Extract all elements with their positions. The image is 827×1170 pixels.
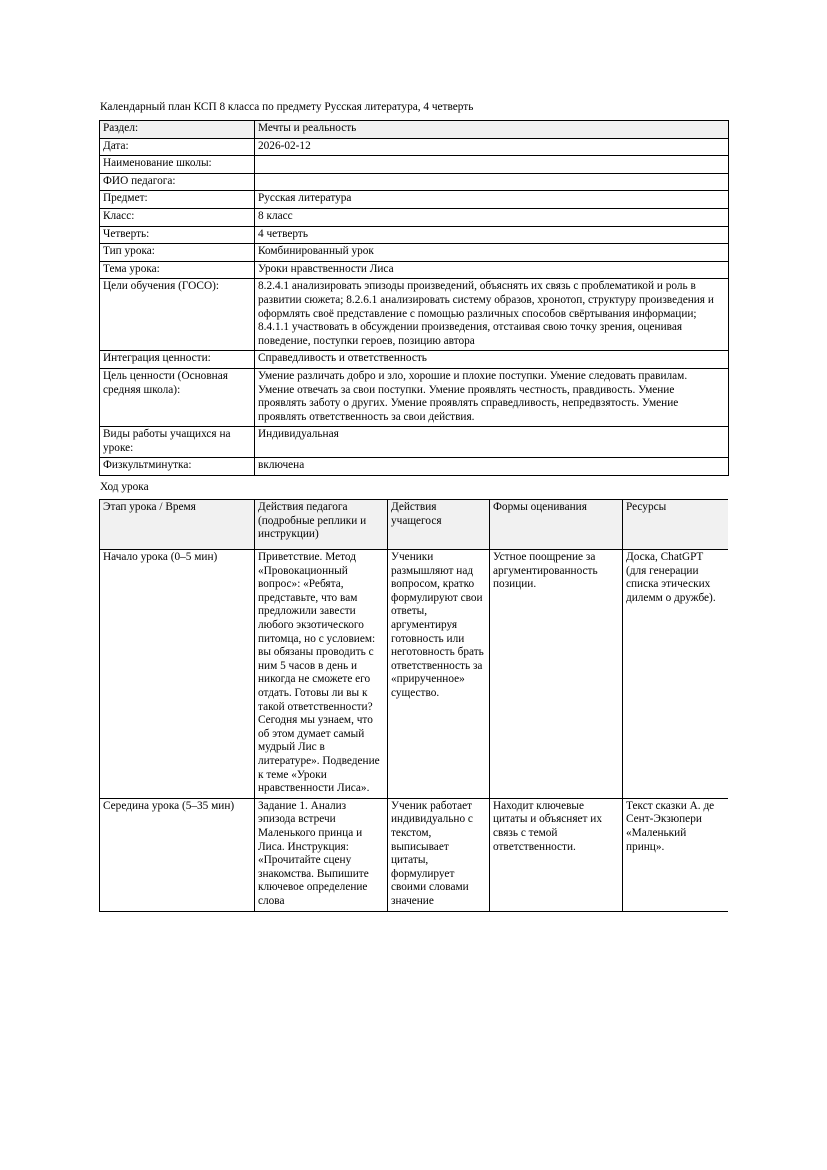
lesson-flow-caption: Ход урока bbox=[100, 481, 149, 494]
info-table-row bbox=[100, 427, 729, 458]
info-table-row bbox=[100, 279, 729, 351]
info-table-row bbox=[100, 191, 729, 209]
info-table-row bbox=[100, 121, 729, 139]
flow-table-column-header: Действия учащегося bbox=[388, 500, 490, 550]
flow-table-column-header: Ресурсы bbox=[623, 500, 729, 550]
info-row-label: Интеграция ценности: bbox=[100, 351, 255, 369]
info-row-value: Умение различать добро и зло, хорошие и плохие поступки. Умение следовать правилам. Умение отвечать за свои поступки. Умение проявлять честность, правдивость. Умение проявлять заботу о других. Умение проявлять справедливость, непредвзятость. Умение проявлять ответственность за свои действия. bbox=[255, 368, 729, 426]
info-row-label: Класс: bbox=[100, 208, 255, 226]
info-row-label: Цель ценности (Основная средняя школа): bbox=[100, 368, 255, 426]
flow-cell-assessment: Находит ключевые цитаты и объясняет их связь с темой ответственности. bbox=[490, 798, 623, 911]
info-row-label: Раздел: bbox=[100, 121, 255, 139]
flow-table-row bbox=[100, 550, 729, 799]
info-table-row bbox=[100, 173, 729, 191]
flow-cell-resources: Доска, ChatGPT (для генерации списка этических дилемм о дружбе). bbox=[623, 550, 729, 799]
info-row-label: Виды работы учащихся на уроке: bbox=[100, 427, 255, 458]
info-row-value: Русская литература bbox=[255, 191, 729, 209]
flow-cell-student-actions: Ученики размышляют над вопросом, кратко формулируют свои ответы, аргументируя готовность или неготовность брать ответственность за «прирученное» существо. bbox=[388, 550, 490, 799]
info-row-value: Справедливость и ответственность bbox=[255, 351, 729, 369]
info-table-row bbox=[100, 156, 729, 174]
page-title: Календарный план КСП 8 класса по предмету Русская литература, 4 четверть bbox=[100, 101, 474, 113]
lesson-flow-table-body bbox=[100, 550, 729, 911]
info-row-value: 4 четверть bbox=[255, 226, 729, 244]
flow-table-column-header: Этап урока / Время bbox=[100, 500, 255, 550]
info-row-label: Тип урока: bbox=[100, 244, 255, 262]
info-row-value bbox=[255, 156, 729, 174]
lesson-info-table bbox=[99, 120, 729, 476]
flow-cell-resources: Текст сказки А. де Сент-Экзюпери «Маленький принц». bbox=[623, 798, 729, 911]
lesson-flow-table bbox=[99, 499, 728, 911]
info-row-value: Комбинированный урок bbox=[255, 244, 729, 262]
flow-table-row bbox=[100, 798, 729, 911]
info-row-label: Физкультминутка: bbox=[100, 458, 255, 476]
info-row-label: Тема урока: bbox=[100, 261, 255, 279]
info-row-value: 8.2.4.1 анализировать эпизоды произведений, объяснять их связь с проблематикой и роль в развитии сюжета; 8.2.6.1 анализировать систему образов, хронотоп, структуру произведения и оформлять своё представление с помощью различных способов свёртывания информации; 8.4.1.1 участвовать в обсуждении произведения, отстаивая свою точку зрения, оценивая поведение, поступки героев, позицию автора bbox=[255, 279, 729, 351]
flow-cell-student-actions: Ученик работает индивидуально с текстом, выписывает цитаты, формулирует своими словами значение bbox=[388, 798, 490, 911]
info-table-row bbox=[100, 208, 729, 226]
info-table-row bbox=[100, 368, 729, 426]
info-row-value: 8 класс bbox=[255, 208, 729, 226]
info-table-row bbox=[100, 226, 729, 244]
lesson-info-table-body bbox=[100, 121, 729, 476]
info-row-value: включена bbox=[255, 458, 729, 476]
flow-table-header-row bbox=[100, 500, 729, 550]
flow-cell-stage: Середина урока (5–35 мин) bbox=[100, 798, 255, 911]
info-table-row bbox=[100, 138, 729, 156]
info-row-label: Цели обучения (ГОСО): bbox=[100, 279, 255, 351]
info-row-value bbox=[255, 173, 729, 191]
info-row-label: Наименование школы: bbox=[100, 156, 255, 174]
flow-cell-teacher-actions: Приветствие. Метод «Провокационный вопрос»: «Ребята, представьте, что вам предложили завести любого экзотического питомца, но с условием: вы обязаны проводить с ним 5 часов в день и никогда не сможете его отдать. Готовы ли вы к такой ответственности? Сегодня мы узнаем, что об этом думает самый мудрый Лис в литературе». Подведение к теме «Уроки нравственности Лиса». bbox=[255, 550, 388, 799]
flow-cell-assessment: Устное поощрение за аргументированность позиции. bbox=[490, 550, 623, 799]
lesson-flow-table-head bbox=[100, 500, 729, 550]
flow-cell-teacher-actions: Задание 1. Анализ эпизода встречи Маленького принца и Лиса. Инструкция: «Прочитайте сцену знакомства. Выпишите ключевое определение слова bbox=[255, 798, 388, 911]
info-row-value: Индивидуальная bbox=[255, 427, 729, 458]
flow-table-column-header: Формы оценивания bbox=[490, 500, 623, 550]
flow-table-column-header: Действия педагога (подробные реплики и инструкции) bbox=[255, 500, 388, 550]
lesson-flow-table-wrapper bbox=[99, 499, 728, 911]
info-table-row bbox=[100, 244, 729, 262]
info-table-row bbox=[100, 351, 729, 369]
info-row-label: Четверть: bbox=[100, 226, 255, 244]
info-row-value: Уроки нравственности Лиса bbox=[255, 261, 729, 279]
flow-cell-stage: Начало урока (0–5 мин) bbox=[100, 550, 255, 799]
info-row-label: Дата: bbox=[100, 138, 255, 156]
info-row-label: ФИО педагога: bbox=[100, 173, 255, 191]
info-row-value: Мечты и реальность bbox=[255, 121, 729, 139]
info-row-value: 2026-02-12 bbox=[255, 138, 729, 156]
info-table-row bbox=[100, 261, 729, 279]
info-table-row bbox=[100, 458, 729, 476]
info-row-label: Предмет: bbox=[100, 191, 255, 209]
